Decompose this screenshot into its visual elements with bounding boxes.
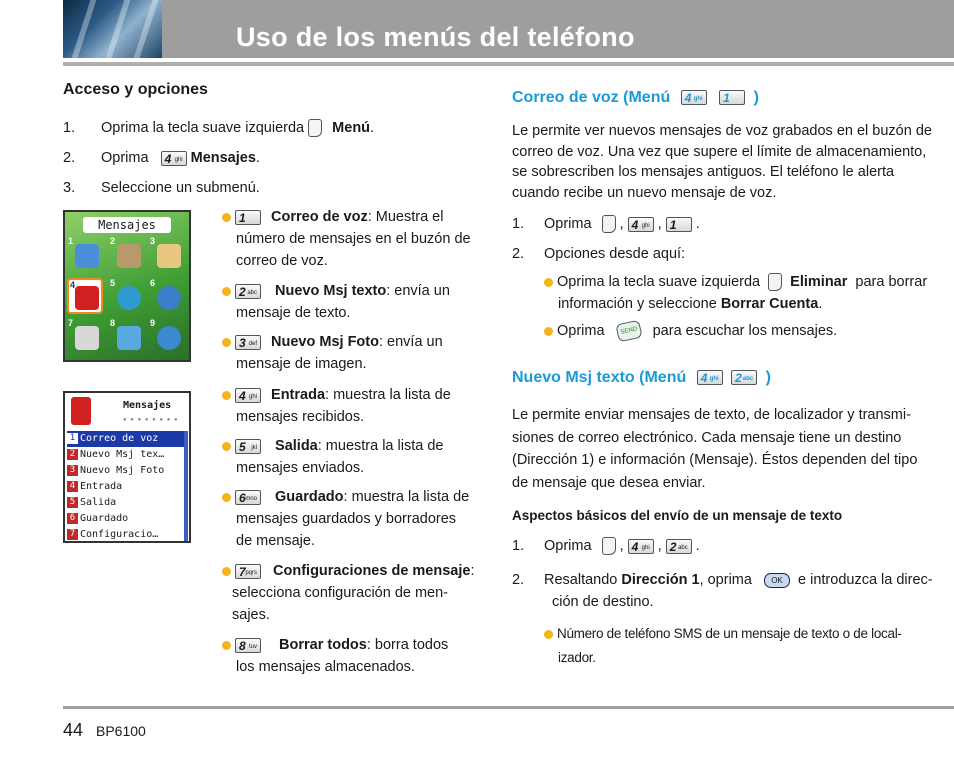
left-softkey-icon: [602, 537, 616, 555]
bullet-dot-icon: [222, 641, 231, 650]
bullet-dot-icon: [544, 278, 553, 287]
key-8-icon: 8 tuv: [235, 638, 261, 653]
new-text-note: Número de teléfono SMS de un mensaje de texto o de local- izador.: [544, 622, 902, 670]
key-1-icon: 1: [666, 217, 692, 232]
bullet-dot-icon: [222, 391, 231, 400]
menu-item: 2 Nuevo Msj tex…: [67, 447, 187, 463]
voicemail-paragraph: Le permite ver nuevos mensajes de voz grabados en el buzón de correo de voz. Una vez que supere el límite de almacenamiento, se sobrescriben los mensajes antiguos. El teléfono le alerta cuando recibe un nuevo mensaje de voz.: [512, 123, 932, 201]
scrollbar: [184, 431, 188, 541]
page-number: 44: [63, 720, 84, 740]
grid-cell-selected: 4: [67, 278, 103, 314]
key-4-icon: 4 ghi: [628, 217, 654, 232]
menu-item: 3 Nuevo Msj Foto: [67, 463, 187, 479]
grid-cell: 3: [149, 236, 185, 272]
voicemail-option-delete: Oprima la tecla suave izquierda Eliminar para borrar información y seleccione Borrar Cuenta.: [544, 271, 927, 315]
key-2-icon: 2 abc: [731, 370, 757, 385]
bullet-item: 1 Correo de voz: Muestra el número de mensajes en el buzón de correo de voz.: [222, 206, 471, 272]
key-4-icon: 4 ghi: [628, 539, 654, 554]
bullet-dot-icon: [222, 567, 231, 576]
menu-item: 4 Entrada: [67, 479, 187, 495]
bullet-dot-icon: [222, 442, 231, 451]
bullet-item: 2 abc Nuevo Msj texto: envía un mensaje de texto.: [222, 280, 450, 324]
header-divider: [63, 62, 954, 66]
bullet-dot-icon: [222, 493, 231, 502]
send-key-icon: SEND: [615, 320, 642, 343]
menu-list: [67, 431, 187, 543]
voicemail-step-2: 2. Opciones desde aquí:: [512, 246, 686, 262]
bullet-dot-icon: [222, 287, 231, 296]
menu-item-selected: 1 Correo de voz: [67, 431, 187, 447]
bullet-item: 6 mno Guardado: muestra la lista de mensajes guardados y borradores de mensaje.: [222, 486, 469, 552]
left-softkey-icon: [602, 215, 616, 233]
key-4-icon: 4 ghi: [161, 151, 187, 166]
section-heading-voicemail: Correo de voz (Menú 4 ghi 1 ): [512, 89, 759, 106]
key-6-icon: 6 mno: [235, 490, 261, 505]
key-4-icon: 4 ghi: [681, 90, 707, 105]
key-4-icon: 4 ghi: [697, 370, 723, 385]
model-name: BP6100: [96, 723, 146, 739]
grid-cell: 6: [149, 278, 185, 314]
key-1-icon: 1: [235, 210, 261, 225]
new-text-step-2: 2. Resaltando Dirección 1, oprima OK e introduzca la direc- ción de destino.: [512, 572, 933, 610]
bullet-dot-icon: [544, 630, 553, 639]
header-photo: [63, 0, 162, 58]
grid-cell: 9: [149, 318, 185, 354]
key-2-icon: 2 abc: [235, 284, 261, 299]
ok-key-icon: OK: [764, 573, 790, 588]
bullet-dot-icon: [222, 213, 231, 222]
left-softkey-icon: [308, 119, 322, 137]
screen-title: Mensajes: [123, 400, 172, 411]
phone-screen-messages-list: [63, 391, 191, 543]
grid-cell: 2: [109, 236, 145, 272]
key-3-icon: 3 def: [235, 335, 261, 350]
key-4-icon: 4 ghi: [235, 388, 261, 403]
subheading: Aspectos básicos del envío de un mensaje de texto: [512, 508, 843, 523]
grid-cell: 1: [67, 236, 103, 272]
key-5-icon: 5 jkl: [235, 439, 261, 454]
footer-divider: [63, 706, 954, 709]
new-text-step-1: 1. Oprima , 4 ghi , 2 abc .: [512, 538, 700, 554]
section-heading: Acceso y opciones: [63, 81, 208, 98]
grid-cell: 8: [109, 318, 145, 354]
step-1: 1. Oprima la tecla suave izquierda Menú.: [63, 120, 375, 136]
screen-title: Mensajes: [83, 217, 171, 233]
voicemail-step-1: 1. Oprima , 4 ghi , 1 .: [512, 216, 700, 232]
screen-header: [65, 393, 189, 429]
menu-item: 7 Configuracio…: [67, 527, 187, 543]
left-softkey-icon: [768, 273, 782, 291]
grid-cell: 5: [109, 278, 145, 314]
bullet-item: 5 jkl Salida: muestra la lista de mensajes enviados.: [222, 435, 443, 479]
key-7-icon: 7 pqrs: [235, 564, 261, 579]
bullet-item: 4 ghi Entrada: muestra la lista de mensajes recibidos.: [222, 384, 451, 428]
phone-screen-menu-grid: [63, 210, 191, 362]
menu-item: 6 Guardado: [67, 511, 187, 527]
step-2: 2. Oprima 4 ghi Mensajes.: [63, 150, 260, 166]
menu-item: 5 Salida: [67, 495, 187, 511]
key-1-icon: 1: [719, 90, 745, 105]
page-dots: ● ● ● ● ● ● ● ●: [123, 417, 179, 423]
bullet-item: 7 pqrs Configuraciones de mensaje: selecciona configuración de men- sajes.: [222, 560, 474, 626]
section-heading-new-text: Nuevo Msj texto (Menú 4 ghi 2 abc ): [512, 369, 771, 386]
step-3: 3. Seleccione un submenú.: [63, 180, 260, 196]
bullet-dot-icon: [544, 327, 553, 336]
bullet-item: 8 tuv Borrar todos: borra todos los mensajes almacenados.: [222, 634, 448, 678]
bullet-dot-icon: [222, 338, 231, 347]
new-text-paragraph: Le permite enviar mensajes de texto, de localizador y transmi- siones de correo electrónico. Cada mensaje tiene un destino (Dirección 1) e información (Mensaje). Éstos dependen del tipo de mensaje que desea enviar.: [512, 407, 918, 491]
bullet-item: 3 def Nuevo Msj Foto: envía un mensaje de imagen.: [222, 331, 443, 375]
page-title: Uso de los menús del teléfono: [236, 22, 635, 52]
voicemail-option-listen: Oprima SEND para escuchar los mensajes.: [544, 320, 837, 342]
key-2-icon: 2 abc: [666, 539, 692, 554]
grid-cell: 7: [67, 318, 103, 354]
mailbox-icon: [71, 397, 91, 425]
